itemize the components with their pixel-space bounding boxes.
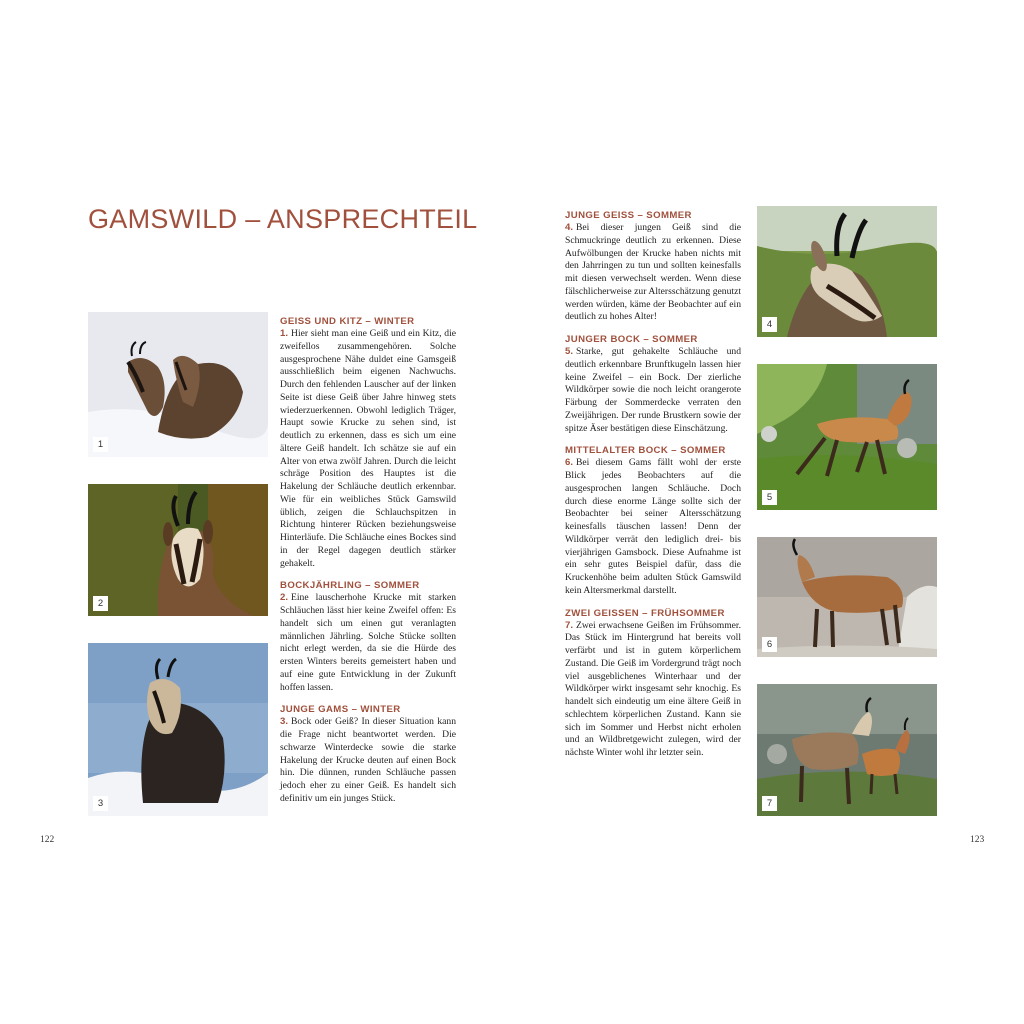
- section-text: Bock oder Geiß? In dieser Situation kann die Frage nicht beantwortet werden. Die schwarze Winterdecke sowie die starke Hakelung der Krucke deuten auf einen Bock hin. Die dünnen, runden Schläuche passen jedoch eher zu einer Geiß. Es handelt sich definitiv um ein junges Stück.: [280, 716, 456, 804]
- photo-7-image: [757, 684, 937, 816]
- section-text: Bei dieser jungen Geiß sind die Schmuckringe deutlich zu erkennen. Diese Aufwölbungen der Krucke haben nichts mit den Jahrringen zu tun und sollten keinesfalls mit diesen verwechselt werden. Wenn diese fälschlicherweise zur Altersschätzung genutzt werden würden, käme der Beobachter auf ein deutlich zu hohes Alter!: [565, 222, 741, 323]
- page-number-left: 122: [40, 835, 55, 845]
- photo-4-image: [757, 206, 937, 337]
- section-heading: BOCKJÄHRLING – SOMMER: [280, 580, 420, 592]
- page-number-right: 123: [970, 835, 985, 845]
- photo-zwei-geissen: [757, 684, 937, 816]
- section-junge-geiss: [565, 209, 741, 324]
- section-junge-gams: [280, 703, 456, 805]
- section-geiss-und-kitz: [280, 315, 456, 570]
- section-zwei-geissen: [565, 607, 741, 760]
- section-text: Hier sieht man eine Geiß und ein Kitz, die zweifellos zusammengehören. Solche ausgesprochene Nähe duldet eine Gamsgeiß ausschließlich beim eigenen Nachwuchs. Durch den fehlenden Lauscher auf der linken Seite ist diese Geiß über Jahre hinweg stets wiederzuerkennen. Obwohl lediglich Träger, Haupt sowie Krucke zu sehen sind, ist deutlich zu erkennen, dass es sich um eine ältere Geiß handelt. Ich schätze sie auf ein Alter von etwa zwölf Jahren. Durch die leicht schräge Position des Hauptes ist die Hakelung der Schläuche deutlich erkennbar. Wie für ein weibliches Stück Gamswild üblich, zeigen die Schlauchspitzen in Richtung hinterer Rücken beziehungsweise Hinterläufe. Die Schläuche eines Bockes sind in der Regel dagegen deutlich stärker gehakelt.: [280, 328, 456, 569]
- photo-mittelalter-bock: [757, 537, 937, 657]
- photo-junge-gams: [88, 643, 268, 816]
- section-heading: JUNGE GEISS – SOMMER: [565, 210, 692, 221]
- section-heading: ZWEI GEISSEN – FRÜHSOMMER: [565, 607, 725, 619]
- photo-label: 4: [762, 317, 777, 332]
- photo-label: 6: [762, 637, 777, 652]
- photo-bockjaehrling: [88, 484, 268, 616]
- photo-label: 2: [93, 596, 108, 611]
- photo-label: 1: [93, 437, 108, 452]
- section-text: Eine lauscherhohe Krucke mit starken Schläuchen lässt hier keine Zweifel offen: Es handelt sich um einen gut veranlagten männlichen Jährling. Solche Stücke sollten nicht erlegt werden, da sie die Hürde des ersten Winters bereits gemeistert haben und auf eine gute Entwicklung in der Zukunft hoffen lassen.: [280, 592, 456, 693]
- photo-1-image: [88, 312, 268, 457]
- section-heading: GEISS UND KITZ – WINTER: [280, 316, 415, 327]
- photo-6-image: [757, 537, 937, 657]
- section-junger-bock: [565, 333, 741, 435]
- section-text: Starke, gut gehakelte Schläuche und deutlich erkennbare Brunftkugeln lassen hier keine Zweifel – ein Bock. Der zierliche Wildkörper sowie die noch leicht orangerote Färbung der Sommerdecke verraten den Zweijährigen. Der runde Brustkern sowie der spitze Äser bestätigen diese Einschätzung.: [565, 346, 741, 434]
- photo-5-image: [757, 364, 937, 510]
- photo-label: 5: [762, 490, 777, 505]
- text-column-left: [280, 315, 456, 815]
- text-column-right: [565, 209, 741, 769]
- section-number: 7.: [565, 619, 574, 631]
- photo-3-image: [88, 643, 268, 816]
- photo-2-image: [88, 484, 268, 616]
- section-text: Zwei erwachsene Geißen im Frühsommer. Das Stück im Hintergrund hat bereits voll verfärbt und ist in gutem körperlichem Zustand. Die Geiß im Vordergrund trägt noch viel ausgeblichenes Winterhaar und der Wildkörper wirkt insgesamt sehr knochig. Es handelt sich eindeutig um eine ältere Geiß in schlechtem körperlichen Zustand. Kann sie sich im Sommer und Herbst nicht erholen und an Wildbretgewicht zulegen, wird der nächste Winter wohl ihr letzter sein.: [565, 619, 741, 758]
- section-number: 5.: [565, 346, 574, 357]
- photo-junger-bock: [757, 364, 937, 510]
- section-number: 4.: [565, 222, 574, 233]
- photo-geiss-und-kitz: [88, 312, 268, 457]
- section-heading: JUNGE GAMS – WINTER: [280, 704, 401, 716]
- page-title: GAMSWILD – ANSPRECHTEIL: [88, 204, 478, 234]
- photo-junge-geiss: [757, 206, 937, 337]
- section-number: 2.: [280, 592, 289, 604]
- photo-label: 3: [93, 796, 108, 811]
- section-number: 3.: [280, 716, 289, 728]
- section-text: Bei diesem Gams fällt wohl der erste Blick jedes Beobachters auf die ausgesprochen langen Schläuche. Doch durch diese enorme Länge sollte sich der Beobachter bei seiner Altersschätzung keinesfalls täuschen lassen! Denn der Wildkörper verrät den lediglich drei- bis vierjährigen Gamsbock. Diese Aufnahme ist ein sehr gutes Beispiel dafür, dass die Kruckenhöhe beim adulten Stück Gamswild kein Altersmerkmal darstellt.: [565, 457, 741, 596]
- photo-label: 7: [762, 796, 777, 811]
- section-number: 1.: [280, 328, 289, 339]
- section-heading: JUNGER BOCK – SOMMER: [565, 334, 698, 345]
- section-number: 6.: [565, 457, 574, 469]
- section-mittelalter-bock: [565, 444, 741, 597]
- section-heading: MITTELALTER BOCK – SOMMER: [565, 445, 726, 457]
- section-bockjaehrling: [280, 579, 456, 694]
